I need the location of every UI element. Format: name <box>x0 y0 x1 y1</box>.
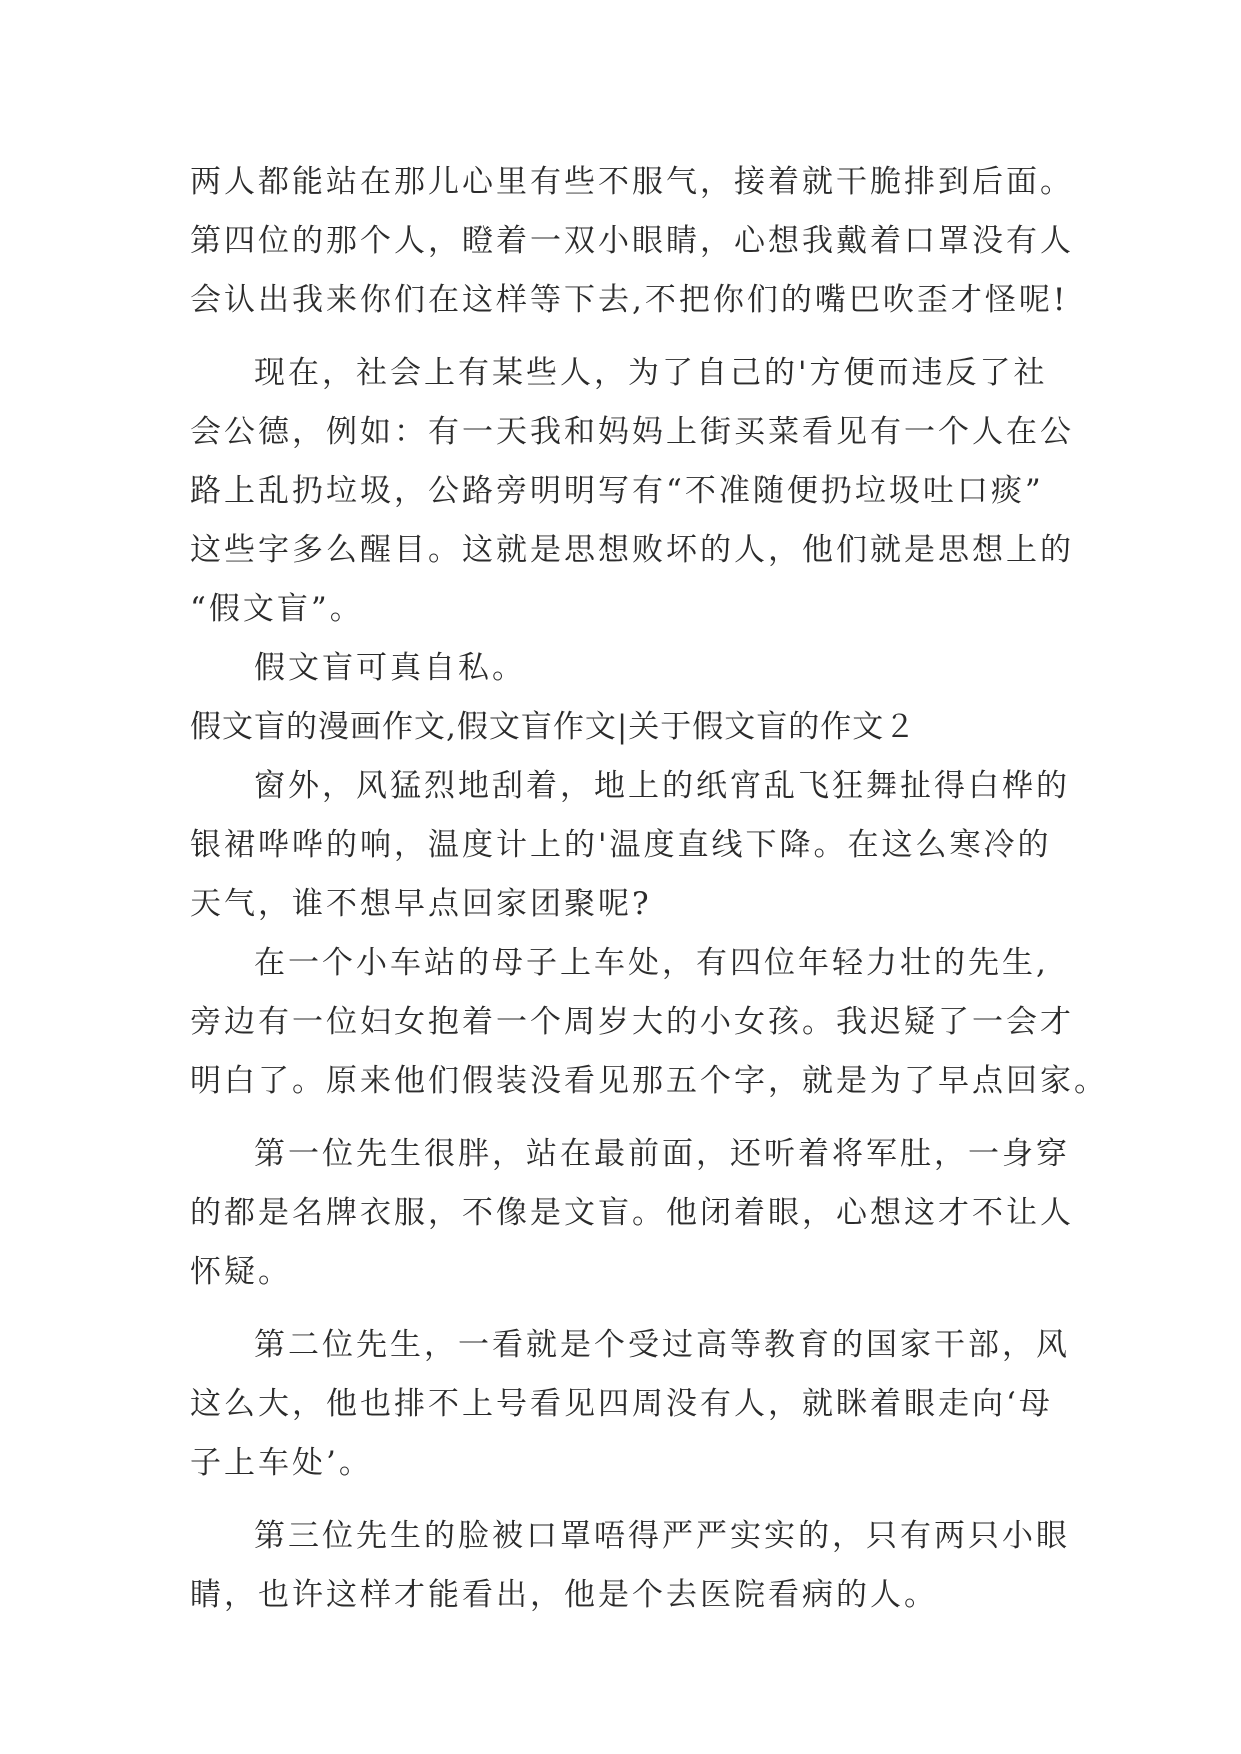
paragraph-start-line: 假文盲可真自私。 <box>254 650 526 686</box>
paragraph-start-line: 第一位先生很胖，站在最前面，还听着将军肚，一身穿 <box>254 1136 1070 1172</box>
text-line: 天气，谁不想早点回家团聚呢? <box>190 886 652 922</box>
text-line: 的都是名牌衣服，不像是文盲。他闭着眼，心想这才不让人 <box>190 1195 1074 1231</box>
text-line: 两人都能站在那儿心里有些不服气，接着就干脆排到后面。 <box>190 164 1074 200</box>
paragraph-start-line: 在一个小车站的母子上车处，有四位年轻力壮的先生, <box>254 945 1049 981</box>
text-line: 银裙哗哗的响，温度计上的'温度直线下降。在这么寒冷的 <box>190 827 1052 863</box>
paragraph-start-line: 第三位先生的脸被口罩唔得严严实实的，只有两只小眼 <box>254 1518 1070 1554</box>
text-line: 这些字多么醒目。这就是思想败坏的人，他们就是思想上的 <box>190 532 1074 568</box>
text-line: 旁边有一位妇女抱着一个周岁大的小女孩。我迟疑了一会才 <box>190 1004 1074 1040</box>
text-line: 第四位的那个人，瞪着一双小眼睛，心想我戴着口罩没有人 <box>190 223 1074 259</box>
text-line: 子上车处’。 <box>190 1445 373 1481</box>
text-line: “假文盲”。 <box>190 591 364 627</box>
text-line: 睛，也许这样才能看出，他是个去医院看病的人。 <box>190 1577 938 1613</box>
paragraph-start-line: 第二位先生，一看就是个受过高等教育的国家干部，风 <box>254 1327 1070 1363</box>
text-line: 会公德，例如：有一天我和妈妈上街买菜看见有一个人在公 <box>190 414 1074 450</box>
text-line: 明白了。原来他们假装没看见那五个字，就是为了早点回家。 <box>190 1063 1108 1099</box>
text-line: 怀疑。 <box>190 1254 292 1290</box>
text-line: 会认出我来你们在这样等下去,不把你们的嘴巴吹歪才怪呢! <box>190 282 1069 318</box>
article-body <box>190 160 1108 1632</box>
paragraph-start-line: 现在，社会上有某些人，为了自己的'方便而违反了社 <box>254 355 1048 391</box>
text-line: 这么大，他也排不上号看见四周没有人，就眯着眼走向‘母 <box>190 1386 1053 1422</box>
text-line: 路上乱扔垃圾，公路旁明明写有“不准随便扔垃圾吐口痰” <box>190 473 1044 509</box>
section-title: 假文盲的漫画作文,假文盲作文|关于假文盲的作文２ <box>190 709 917 745</box>
paragraph-start-line: 窗外，风猛烈地刮着，地上的纸宵乱飞狂舞扯得白桦的 <box>254 768 1070 804</box>
